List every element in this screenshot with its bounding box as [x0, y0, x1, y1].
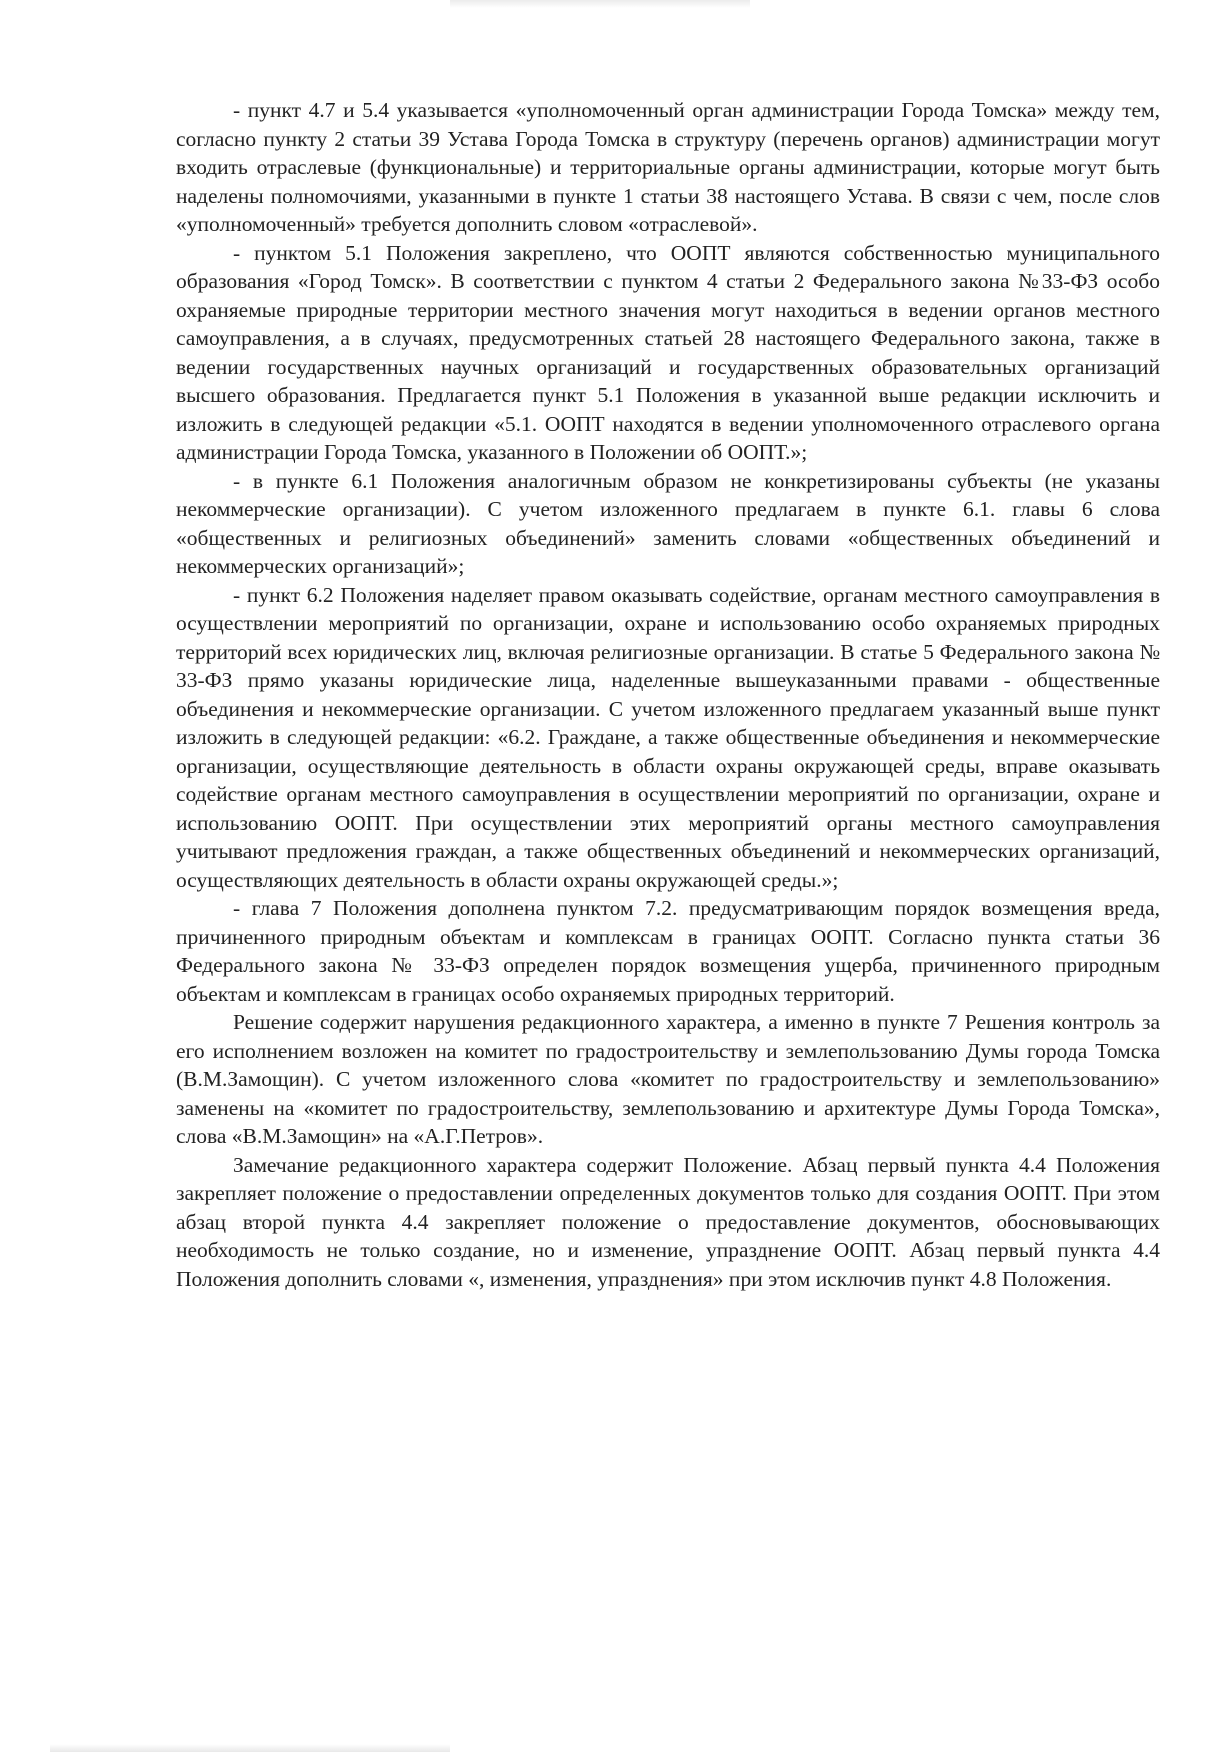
paragraph-5: - глава 7 Положения дополнена пунктом 7.2. предусматривающим порядок возмещения вреда, причиненного природным объектам и комплексам в границах ООПТ. Согласно пункта статьи 36 Федерального закона № 33-ФЗ определен порядок возмещения ущерба, причиненного природным объектам и комплексам в границах особо охраняемых природных территорий. — [176, 896, 1160, 1006]
paragraph-3: - в пункте 6.1 Положения аналогичным образом не конкретизированы субъекты (не указаны некоммерческие организации). С учетом изложенного предлагаем в пункте 6.1. главы 6 слова «общественных и религиозных объединений» заменить словами «общественных объединений и некоммерческих организаций»; — [176, 468, 1160, 578]
paragraph-6: Решение содержит нарушения редакционного характера, а именно в пункте 7 Решения контроль за его исполнением возложен на комитет по градостроительству и землепользованию Думы города Томска (В.М.Замощин). С учетом изложенного слова «комитет по градостроительству и землепользованию» заменены на «комитет по градостроительству, землепользованию и архитектуре Думы Города Томска», слова «В.М.Замощин» на «А.Г.Петров». — [176, 1010, 1160, 1148]
document-body — [176, 96, 1160, 1293]
paragraph-4: - пункт 6.2 Положения наделяет правом оказывать содействие, органам местного самоуправления в осуществлении мероприятий по организации, охране и использованию особо охраняемых природных территорий всех юридических лиц, включая религиозные организации. В статье 5 Федерального закона № 33-ФЗ прямо указаны юридические лица, наделенные вышеуказанными правами - общественные объединения и некоммерческие организации. С учетом изложенного предлагаем указанный выше пункт изложить в следующей редакции: «6.2. Граждане, а также общественные объединения и некоммерческие организации, осуществляющие деятельность в области охраны окружающей среды, вправе оказывать содействие органам местного самоуправления в осуществлении мероприятий по организации, охране и использованию ООПТ. При осуществлении этих мероприятий органы местного самоуправления учитывают предложения граждан, а также общественных объединений и некоммерческих организаций, осуществляющих деятельность в области охраны окружающей среды.»; — [176, 582, 1160, 892]
scan-artifact-bottom — [50, 1744, 450, 1752]
paragraph-7: Замечание редакционного характера содержит Положение. Абзац первый пункта 4.4 Положения закрепляет положение о предоставлении определенных документов только для создания ООПТ. При этом абзац второй пункта 4.4 закрепляет положение о предоставление документов, обосновывающих необходимость не только создание, но и изменение, упразднение ООПТ. Абзац первый пункта 4.4 Положения дополнить словами «, изменения, упразднения» при этом исключив пункт 4.8 Положения. — [176, 1152, 1160, 1291]
scan-artifact-top — [450, 0, 750, 8]
paragraph-2: - пунктом 5.1 Положения закреплено, что ООПТ являются собственностью муниципального образования «Город Томск». В соответствии с пунктом 4 статьи 2 Федерального закона №33-ФЗ особо охраняемые природные территории местного значения могут находиться в ведении органов местного самоуправления, а в случаях, предусмотренных статьей 28 настоящего Федерального закона, также в ведении государственных научных организаций и государственных образовательных организаций высшего образования. Предлагается пункт 5.1 Положения в указанной выше редакции исключить и изложить в следующей редакции «5.1. ООПТ находятся в ведении уполномоченного отраслевого органа администрации Города Томска, указанного в Положении об ООПТ.»; — [176, 240, 1160, 464]
paragraph-1: - пункт 4.7 и 5.4 указывается «уполномоченный орган администрации Города Томска» между тем, согласно пункту 2 статьи 39 Устава Города Томска в структуру (перечень органов) администрации могут входить отраслевые (функциональные) и территориальные органы администрации, которые могут быть наделены полномочиями, указанными в пункте 1 статьи 38 настоящего Устава. В связи с чем, после слов «уполномоченный» требуется дополнить словом «отраслевой». — [176, 98, 1160, 236]
